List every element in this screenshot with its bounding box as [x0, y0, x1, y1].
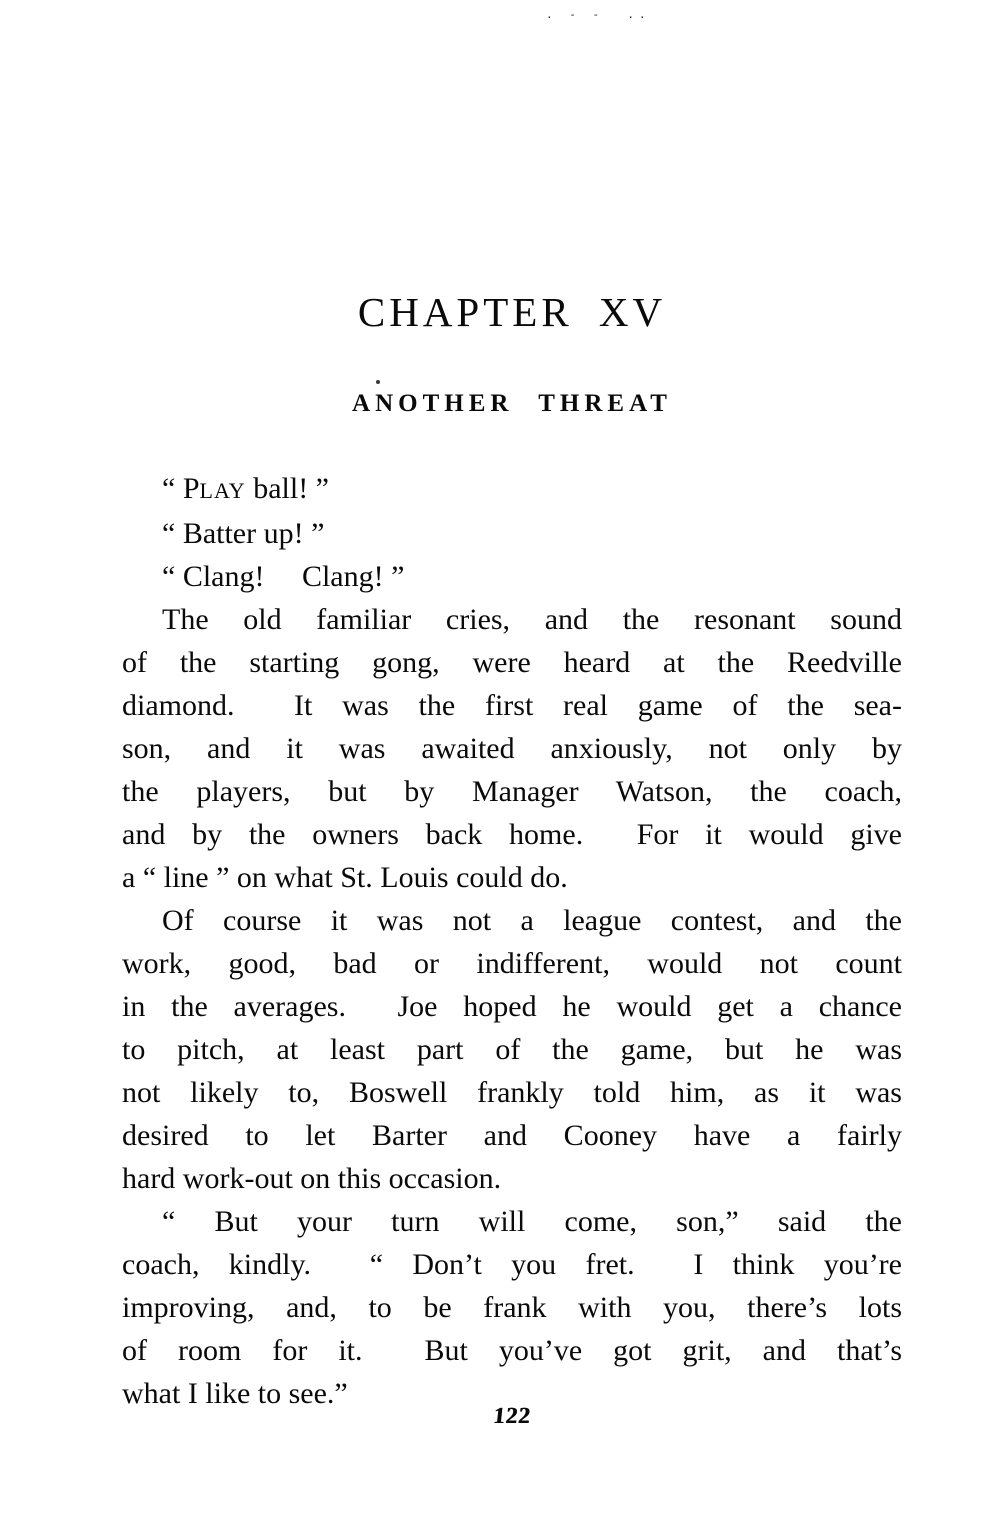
chapter-subtitle: ANOTHER THREAT — [352, 390, 672, 417]
text-line: and by the owners back home. For it would give — [122, 818, 902, 851]
text-line: the players, but by Manager Watson, the coach, — [122, 775, 902, 808]
dialogue-batter-up — [122, 512, 902, 555]
text-line — [122, 467, 902, 512]
dialogue-play-ball — [122, 467, 902, 512]
text-line: “ But your turn will come, son,” said the — [162, 1205, 902, 1238]
text-line: coach, kindly. “ Don’t you fret. I think you’re — [122, 1248, 902, 1281]
text-line: improving, and, to be frank with you, there’s lots — [122, 1291, 902, 1324]
text-line: diamond. It was the first real game of the sea- — [122, 689, 902, 722]
text-line: Of course it was not a league contest, and the — [162, 904, 902, 937]
paragraph-your-turn — [122, 1200, 902, 1415]
page-number: 122 — [491, 1403, 533, 1428]
text-line: hard work-out on this occasion. — [122, 1162, 502, 1195]
text-line: desired to let Barter and Cooney have a fairly — [122, 1119, 902, 1152]
text-line: of room for it. But you’ve got grit, and that’s — [122, 1334, 902, 1367]
dialogue-clang — [122, 555, 902, 598]
text-segment: LAY — [199, 478, 246, 503]
page-content — [122, 0, 902, 1429]
text-line: in the averages. Joe hoped he would get a chance — [122, 990, 902, 1023]
text-line: “ Clang! Clang! ” — [162, 560, 405, 593]
text-line: son, and it was awaited anxiously, not only by — [122, 732, 902, 765]
text-line: not likely to, Boswell frankly told him, as it was — [122, 1076, 902, 1109]
text-line: to pitch, at least part of the game, but he was — [122, 1033, 902, 1066]
chapter-heading: CHAPTER XV — [357, 289, 667, 335]
text-segment: ball! ” — [245, 472, 329, 505]
text-line: “ Batter up! ” — [162, 517, 325, 550]
text-line: work, good, bad or indifferent, would not count — [122, 947, 902, 980]
paragraph-league-contest — [122, 899, 902, 1200]
text-segment: “ P — [162, 472, 200, 505]
scan-artifact-top: . - - .. — [546, 8, 651, 21]
text-line: what I like to see.” — [122, 1377, 348, 1410]
text-body — [122, 467, 902, 1415]
text-line: The old familiar cries, and the resonant sound — [162, 603, 902, 636]
paragraph-familiar-cries — [122, 598, 902, 899]
text-line: of the starting gong, were heard at the Reedville — [122, 646, 902, 679]
text-line: a “ line ” on what St. Louis could do. — [122, 861, 568, 894]
